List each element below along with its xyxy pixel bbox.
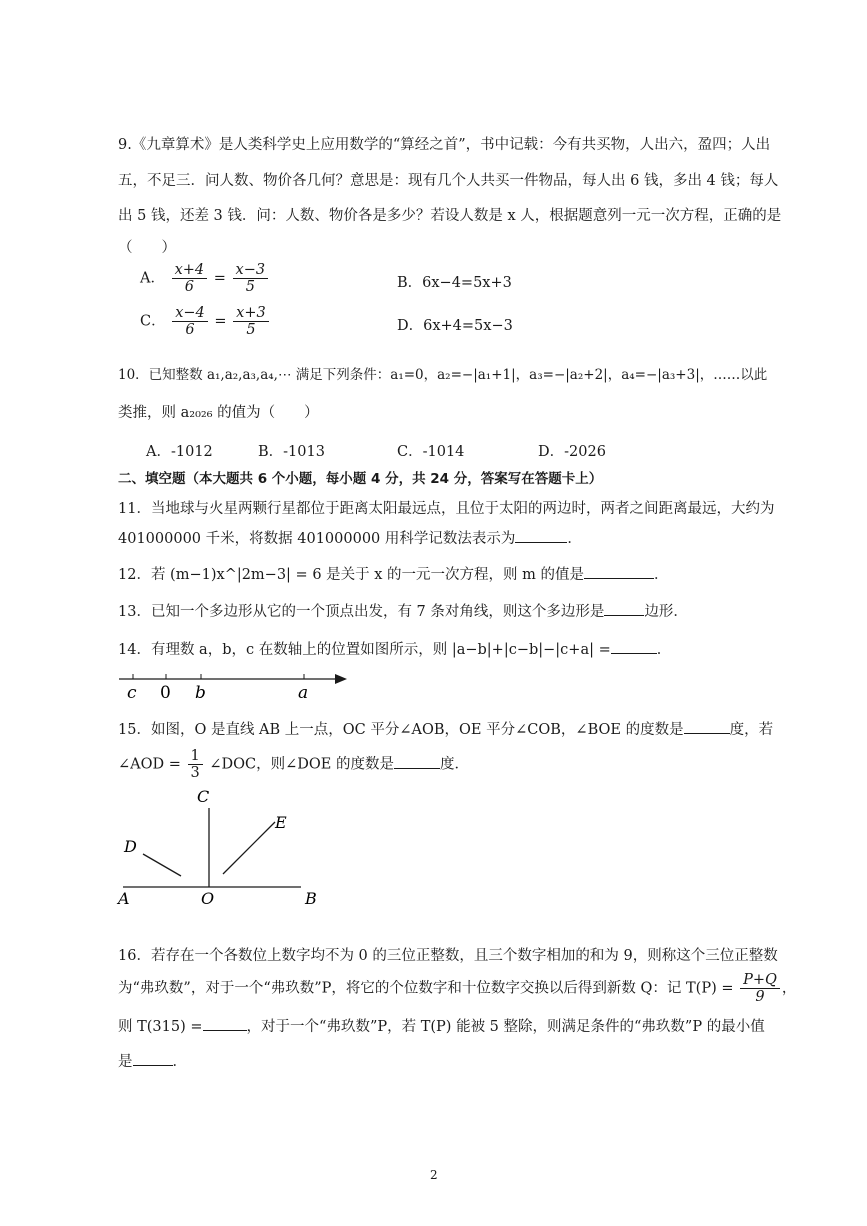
q14-answer-blank[interactable] [611, 641, 657, 654]
page-number: 2 [430, 1168, 438, 1182]
figure-label-o: O [201, 889, 215, 908]
q10-option-b[interactable]: B．-1013 [258, 444, 325, 460]
section-2-heading: 二、填空题（本大题共 6 个小题，每小题 4 分，共 24 分，答案写在答题卡上） [118, 471, 603, 487]
q12-line: 12．若 (m−1)x^|2m−3| = 6 是关于 x 的一元一次方程，则 m 的值是 ． [118, 567, 669, 583]
q15-line1: 15．如图，O 是直线 AB 上一点，OC 平分∠AOB，OE 平分∠COB，∠BOE 的度数是 度，若 [118, 722, 774, 738]
figure-label-e: E [275, 813, 287, 832]
number-line-label-a: a [298, 683, 309, 703]
figure-label-a: A [118, 889, 130, 908]
number-line-label-c: c [127, 683, 137, 703]
q16-answer-blank-1[interactable] [203, 1018, 247, 1031]
number-line-label-b: b [195, 683, 206, 703]
q16-line3: 则 T(315) = ，对于一个“弗玖数”P，若 T(P) 能被 5 整除，则满足条件的“弗玖数”P 的最小值 [118, 1019, 765, 1035]
q10-option-d[interactable]: D．-2026 [538, 444, 606, 460]
q15-answer-blank-2[interactable] [394, 756, 440, 769]
q9-option-a-frac2: $\frac{x-3}{5}$ [233, 262, 269, 295]
q9-line3: 出 5 钱，还差 3 钱．问：人数、物价各是多少？若设人数是 x 人，根据题意列一元一次方程，正确的是 [118, 208, 782, 224]
q11-line1: 11．当地球与火星两颗行星都位于距离太阳最远点，且位于太阳的两边时，两者之间距离最远，大约为 [118, 501, 775, 517]
q16-line2: 为“弗玖数”，对于一个“弗玖数”P，将它的个位数字和十位数字交换以后得到新数 Q：记 T(P) = $\frac{P+Q}{9}$ ， [118, 972, 797, 1005]
q14-line: 14．有理数 a，b，c 在数轴上的位置如图所示，则 |a−b|+|c−b|−|c+a| = ． [118, 642, 672, 658]
number-line-figure [115, 665, 355, 705]
q9-option-a-frac1: $\frac{x+4}{6}$ [172, 262, 208, 295]
q10-option-a[interactable]: A．-1012 [146, 444, 213, 460]
q11-answer-blank[interactable] [515, 530, 567, 543]
figure-label-d: D [124, 837, 137, 856]
angle-figure [115, 782, 325, 912]
q15-fraction: $\frac{1}{3}$ [188, 748, 203, 781]
q9-option-c-frac1: $\frac{x-4}{6}$ [172, 305, 208, 338]
q9-line1: 9.《九章算术》是人类科学史上应用数学的“算经之首”，书中记载：今有共买物，人出六，盈四；人出 [118, 137, 771, 153]
q9-option-a[interactable]: A． $\frac{x+4}{6}$ = $\frac{x-3}{5}$ [140, 262, 270, 295]
q16-line4: 是 ． [118, 1054, 187, 1070]
q9-option-c-frac2: $\frac{x+3}{5}$ [233, 305, 269, 338]
q15-answer-blank-1[interactable] [684, 721, 730, 734]
q15-line2: ∠AOD = $\frac{1}{3}$ ∠DOC，则∠DOE 的度数是 度． [118, 748, 469, 781]
figure-label-b: B [305, 889, 317, 908]
q9-paren: （ ） [118, 240, 176, 256]
q9-option-b[interactable]: B．6x−4=5x+3 [397, 275, 512, 291]
q10-line2: 类推，则 a₂₀₂₆ 的值为（ ） [118, 405, 319, 421]
q9-line2: 五，不足三．问人数、物价各几何？意思是：现有几个人共买一件物品，每人出 6 钱，多出 4 钱；每人 [118, 173, 779, 189]
q10-option-c[interactable]: C．-1014 [397, 444, 465, 460]
q16-answer-blank-2[interactable] [133, 1053, 173, 1066]
q9-option-c[interactable]: C． $\frac{x-4}{6}$ = $\frac{x+3}{5}$ [140, 305, 271, 338]
q12-answer-blank[interactable] [584, 566, 654, 579]
q10-line1: 10．已知整数 a₁,a₂,a₃,a₄,⋯ 满足下列条件：a₁=0，a₂=−|a₁+1|，a₃=−|a₂+2|，a₄=−|a₃+3|，……以此 [118, 367, 768, 383]
q11-line2: 401000000 千米，将数据 401000000 用科学记数法表示为 ． [118, 531, 582, 547]
q13-line: 13．已知一个多边形从它的一个顶点出发，有 7 条对角线，则这个多边形是 边形． [118, 604, 688, 620]
q13-answer-blank[interactable] [604, 603, 644, 616]
figure-label-c: C [197, 787, 210, 806]
q9-option-c-label: C． [140, 313, 166, 330]
q16-line1: 16．若存在一个各数位上数字均不为 0 的三位正整数，且三个数字相加的和为 9，则称这个三位正整数 [118, 948, 778, 964]
q9-option-d[interactable]: D．6x+4=5x−3 [397, 318, 513, 334]
q9-option-a-label: A． [140, 270, 165, 287]
q16-fraction: $\frac{P+Q}{9}$ [740, 972, 780, 1005]
number-line-label-0: 0 [160, 683, 171, 703]
